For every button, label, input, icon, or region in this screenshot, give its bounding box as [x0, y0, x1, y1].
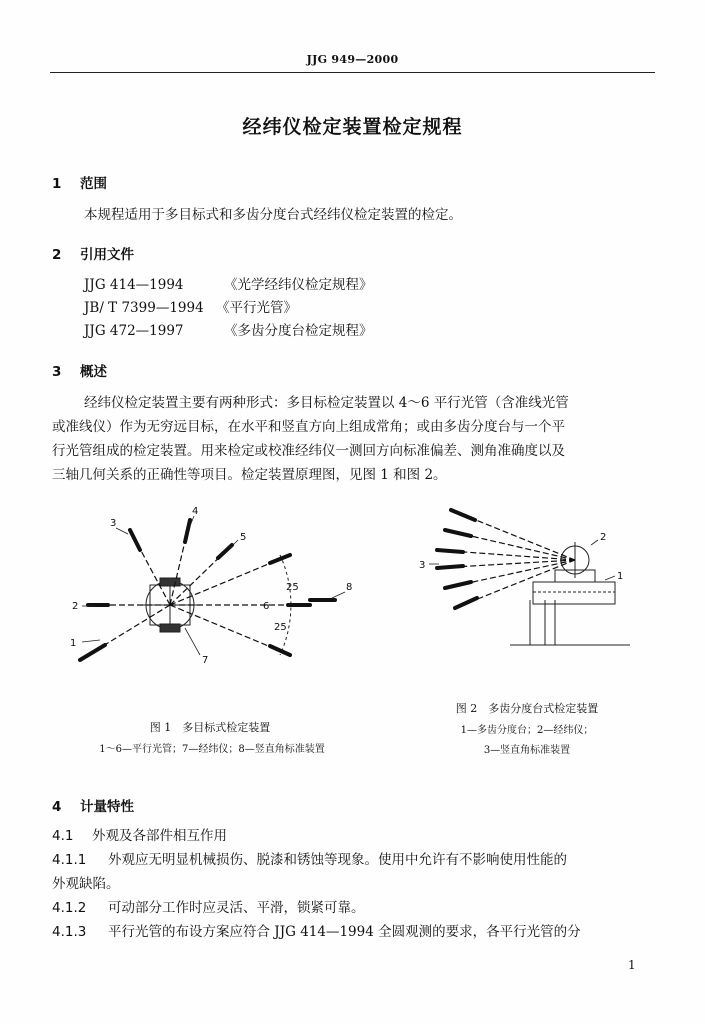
clause-4-1-1-cont: [52, 872, 120, 896]
section-2-heading: [52, 243, 134, 263]
section-3-line-4: 三轴几何关系的正确性等项目。检定装置原理图，见图 1 和图 2。: [52, 467, 447, 483]
clause-text: 外观缺陷。: [52, 876, 120, 892]
clause-number: 4.1: [52, 828, 74, 844]
section-4-heading: [52, 795, 134, 815]
clause-text: 外观应无明显机械损伤、脱漆和锈蚀等现象。使用中允许有不影响使用性能的: [108, 852, 567, 868]
section-1-title: 范围: [80, 176, 107, 192]
collimator-1-tube: [80, 645, 105, 660]
reference-list: [84, 274, 373, 343]
reference-name: 《多齿分度台检定规程》: [224, 323, 373, 339]
fig1-label-2: 2: [72, 601, 79, 612]
figure-1-caption: 图 1 多目标式检定装置: [149, 721, 271, 734]
header-code: JJG 949—2000: [306, 53, 399, 66]
figure-2-legend-line-1: 1—多齿分度台；2—经纬仪；: [460, 725, 594, 736]
theodolite-top: [160, 578, 180, 586]
leader-8: [332, 592, 345, 598]
fig2-label-2: 2: [600, 532, 607, 543]
fig1-label-3: 3: [110, 518, 117, 529]
fig1-label-8: 8: [346, 582, 353, 593]
theodolite-bottom: [160, 624, 180, 632]
section-3-title: 概述: [80, 364, 107, 380]
fig2-leader-2: [591, 540, 598, 545]
reference-code: JJG 414—1994: [84, 277, 184, 293]
fig1-angle-upper: 25: [286, 582, 299, 593]
fig2-tube-e: [445, 582, 471, 588]
section-3-number: 3: [52, 364, 62, 380]
section-3-line-2: 或准线仪）作为无穷远目标，在水平和竖直方向上组成常角；或由多齿分度台与一个平: [52, 419, 565, 435]
section-4-title: 计量特性: [80, 799, 134, 815]
fig1-label-4: 4: [192, 506, 199, 517]
clause-number: 4.1.2: [52, 900, 87, 916]
figure-2-diagram: [415, 500, 655, 655]
leader-1: [82, 640, 100, 642]
section-4-number: 4: [52, 799, 62, 815]
clause-text: 外观及各部件相互作用: [92, 828, 227, 844]
fig2-tube-b: [445, 530, 471, 536]
clause-number: 4.1.1: [52, 852, 87, 868]
clause-4-1-1: [52, 848, 567, 872]
section-1-heading: [52, 172, 107, 192]
reference-name: 《光学经纬仪检定规程》: [224, 277, 373, 293]
clause-4-1-2: [52, 896, 365, 920]
collimator-4-tube: [185, 520, 190, 542]
reference-item: [84, 320, 373, 343]
clause-4-1-3: [52, 920, 581, 944]
figure-2-caption: 图 2 多齿分度台式检定装置: [455, 702, 599, 715]
fig2-tube-f: [455, 598, 477, 608]
page-number: 1: [628, 958, 636, 972]
reference-item: [84, 297, 373, 320]
collimator-5-tube: [218, 545, 232, 558]
collimator-6b-tube: [270, 646, 290, 655]
fig1-angle-lower: 25: [274, 622, 287, 633]
header-rule: [50, 72, 655, 73]
section-3-line-1: 经纬仪检定装置主要有两种形式：多目标检定装置以 4～6 平行光管（含准线光管: [84, 395, 569, 411]
figure-2-legend-line-2: 3—竖直角标准装置: [483, 745, 571, 756]
section-3-heading: [52, 360, 107, 380]
reference-item: [84, 274, 373, 297]
fig2-tube-c: [437, 550, 463, 552]
clause-text: 可动部分工作时应灵活、平滑，锁紧可靠。: [108, 900, 365, 916]
page-title: 经纬仪检定装置检定规程: [242, 116, 463, 138]
section-3-line-3: 行光管组成的检定装置。用来检定或校准经纬仪一测回方向标准偏差、测角准确度以及: [52, 443, 565, 459]
figure-1-legend: 1～6—平行光管；7—经纬仪；8—竖直角标准装置: [99, 744, 325, 755]
clause-number: 4.1.3: [52, 924, 87, 940]
figure-1-diagram: [60, 500, 380, 710]
fig2-tube-d: [437, 566, 463, 568]
clause-text: 平行光管的布设方案应符合 JJG 414—1994 全圆观测的要求，各平行光管的分: [108, 924, 581, 940]
reference-code: JJG 472—1997: [84, 323, 184, 339]
section-1-text: 本规程适用于多目标式和多齿分度台式经纬仪检定装置的检定。: [84, 207, 462, 223]
fig1-label-5: 5: [240, 532, 247, 543]
fig1-label-7: 7: [202, 655, 209, 666]
collimator-3-tube: [130, 530, 140, 550]
reference-code: JB/ T 7399—1994: [84, 300, 204, 316]
fig2-label-3: 3: [419, 560, 426, 571]
fig1-label-6: 6: [263, 601, 270, 612]
fig2-leader-1: [605, 576, 615, 580]
reference-name: 《平行光管》: [216, 300, 297, 316]
section-2-title: 引用文件: [80, 247, 134, 263]
clause-4-1: [52, 824, 227, 848]
fig2-tube-a: [451, 510, 475, 520]
fig1-label-1: 1: [70, 638, 77, 649]
section-1-number: 1: [52, 176, 62, 192]
leader-3: [116, 528, 128, 534]
fig2-label-1: 1: [617, 571, 624, 582]
section-2-number: 2: [52, 247, 62, 263]
leader-7: [185, 628, 200, 655]
